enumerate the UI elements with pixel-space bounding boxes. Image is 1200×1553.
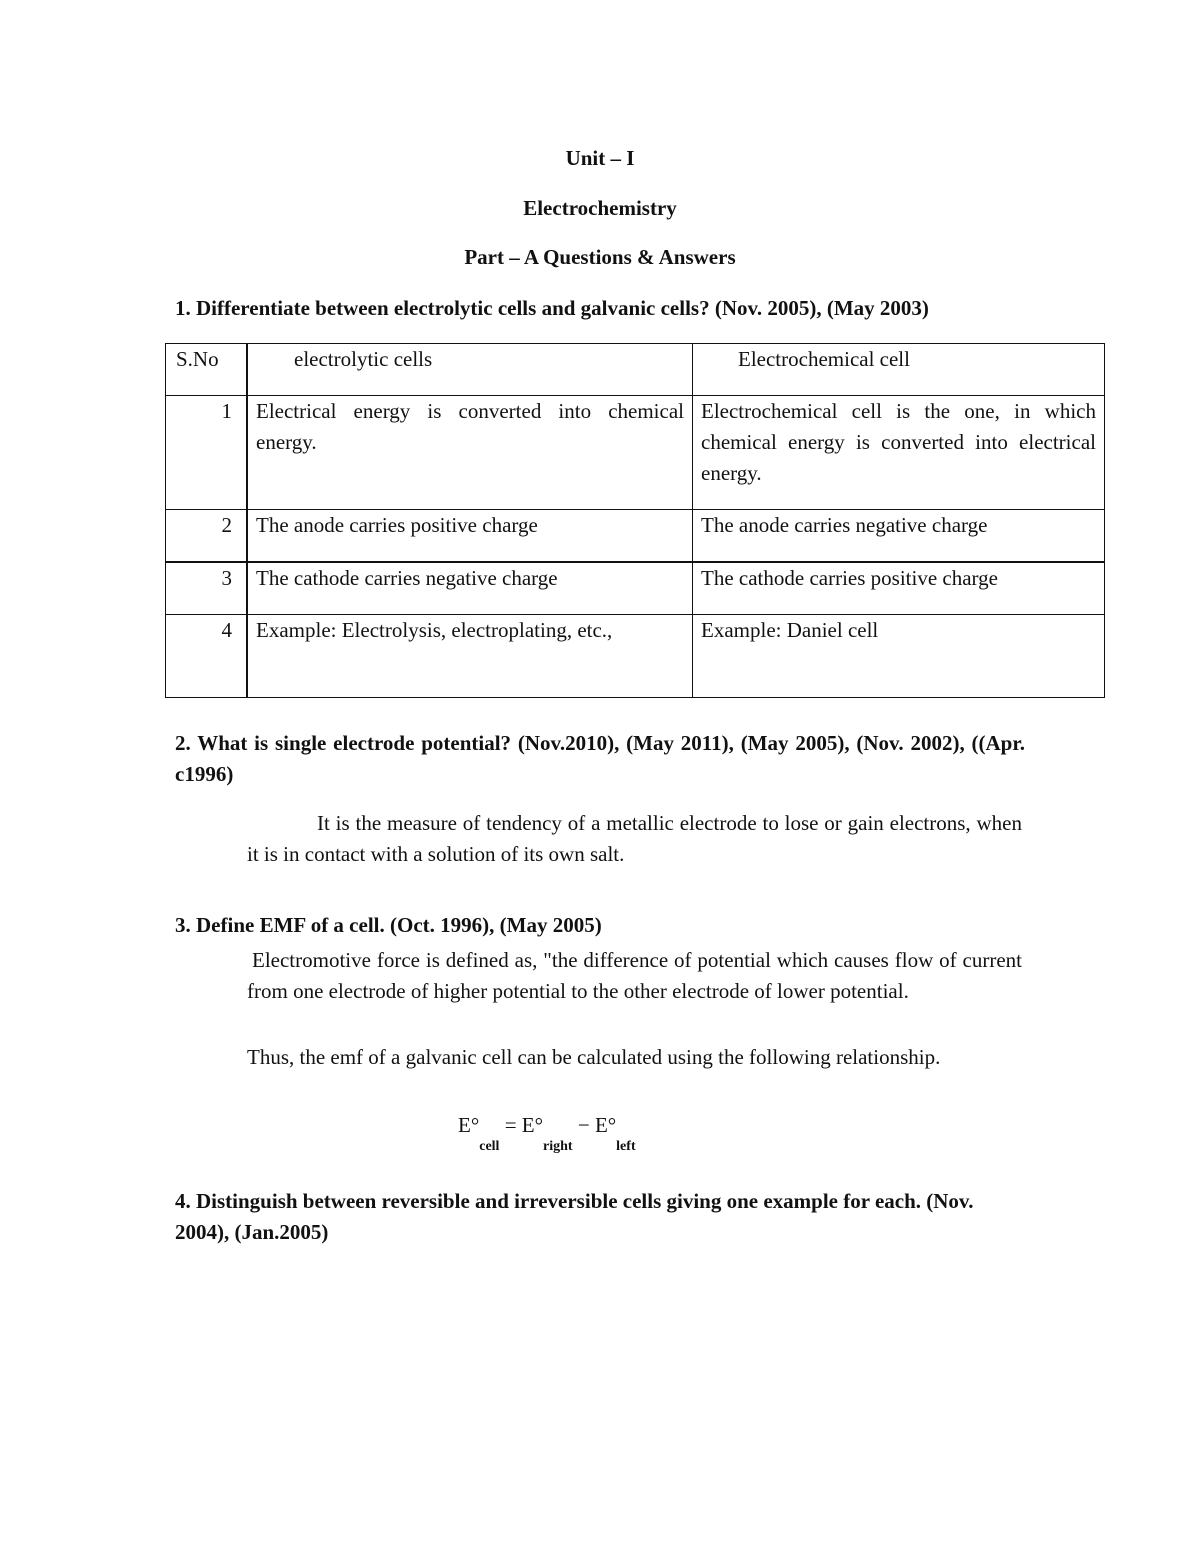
table-row — [166, 615, 1105, 698]
question-2: 2. What is single electrode potential? (Nov.2010), (May 2011), (May 2005), (Nov. 2002), ((Apr. c1996) — [175, 731, 1025, 786]
row-electrochemical-cell: The anode carries negative charge — [693, 510, 1105, 563]
question-1: 1. Differentiate between electrolytic cells and galvanic cells? (Nov. 2005), (May 2003) — [175, 296, 929, 320]
formula-term-right: E° — [521, 1113, 544, 1137]
formula-right-sub: right — [543, 1139, 573, 1154]
row-sno: 2 — [166, 510, 248, 563]
formula-minus: − — [572, 1113, 595, 1137]
subject-title: Electrochemistry — [523, 196, 677, 220]
row-sno: 4 — [166, 615, 248, 698]
table-row — [166, 396, 1105, 510]
question-3: 3. Define EMF of a cell. (Oct. 1996), (May 2005) — [175, 913, 602, 937]
emf-formula — [458, 1112, 636, 1154]
formula-term-left: E° — [594, 1113, 617, 1137]
unit-title: Unit – I — [565, 146, 635, 170]
formula-equals: = — [499, 1113, 522, 1137]
formula-lhs: E° — [458, 1113, 480, 1137]
row-electrolytic-cell: The cathode carries negative charge — [247, 562, 693, 615]
row-sno: 3 — [166, 562, 248, 615]
row-electrochemical-cell: Electrochemical cell is the one, in which chemical energy is converted into electrical energy. — [693, 396, 1105, 510]
header-electrochemical: Electrochemical cell — [693, 344, 1105, 396]
table-header-row — [166, 344, 1105, 396]
formula-lhs-sub: cell — [479, 1139, 500, 1154]
row-electrolytic-cell: Electrical energy is converted into chemical energy. — [247, 396, 693, 510]
answer-3-relationship: Thus, the emf of a galvanic cell can be calculated using the following relationship. — [247, 1045, 941, 1069]
question-4: 4. Distinguish between reversible and irreversible cells giving one example for each. (Nov. 2004), (Jan.2005) — [175, 1189, 974, 1244]
table-row — [166, 562, 1105, 615]
comparison-table — [165, 343, 1105, 698]
row-electrochemical-cell: The cathode carries positive charge — [693, 562, 1105, 615]
part-title: Part – A Questions & Answers — [464, 245, 736, 269]
header-sno: S.No — [166, 344, 248, 396]
formula-left-sub: left — [616, 1139, 636, 1154]
header-electrolytic: electrolytic cells — [247, 344, 693, 396]
row-sno: 1 — [166, 396, 248, 510]
table-row — [166, 510, 1105, 563]
answer-3: Electromotive force is defined as, "the difference of potential which causes flow of current from one electrode of higher potential to the other electrode of lower potential. — [247, 948, 1022, 1003]
row-electrolytic-cell: Example: Electrolysis, electroplating, etc., — [247, 615, 693, 698]
row-electrolytic-cell: The anode carries positive charge — [247, 510, 693, 563]
row-electrochemical-cell: Example: Daniel cell — [693, 615, 1105, 698]
answer-2: It is the measure of tendency of a metallic electrode to lose or gain electrons, when it is in contact with a solution of its own salt. — [247, 811, 1022, 866]
